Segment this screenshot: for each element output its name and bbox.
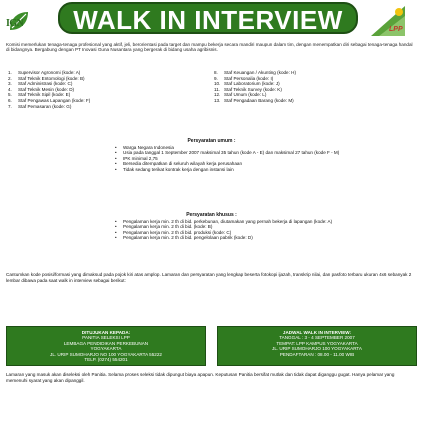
address-line: LEMBAGA PENDIDIKAN PERKEBUNAN xyxy=(63,340,149,346)
positions-left-column xyxy=(8,70,208,109)
general-requirements-title: Persyaratan umum : xyxy=(187,138,236,144)
bullet-icon: • xyxy=(115,166,117,172)
schedule-line: JADWAL WALK IN INTERVIEW: xyxy=(282,330,352,335)
position-label: Staf Teknik Sipil (kode: E) xyxy=(18,92,71,98)
bullet-icon: • xyxy=(115,161,117,167)
bullet-icon: • xyxy=(115,235,117,241)
requirement-text: Pengalaman kerja min. 2 th di bid. pengelolaan pabrik (kode: D) xyxy=(123,235,253,241)
position-number: 9. xyxy=(214,75,218,81)
schedule-line: JL. URIP SUMOHARJO 100 YOGYAKARTA xyxy=(272,346,362,352)
page-title: WALK IN INTERVIEW xyxy=(58,2,358,34)
address-box xyxy=(6,326,206,366)
position-label: Staf Administrasi (kode: C) xyxy=(18,81,73,87)
position-label: Staf Personalia (kode: I) xyxy=(224,75,274,81)
requirement-text: Bersedia ditempatkan di seluruh wilayah kerja perusahaan xyxy=(123,161,242,167)
position-number: 3. xyxy=(8,81,12,87)
position-label: Staf Teknik Survey (kode: K) xyxy=(224,86,282,92)
schedule-line: TEMPAT: LPP KAMPUS YOGYAKARTA xyxy=(276,340,358,346)
general-requirements-list xyxy=(115,145,385,172)
bullet-icon: • xyxy=(115,219,117,224)
position-item xyxy=(8,104,208,110)
position-number: 10. xyxy=(214,81,221,87)
position-number: 13. xyxy=(214,97,221,103)
lpp-logo xyxy=(365,2,415,38)
special-requirements-title: Persyaratan khusus : xyxy=(186,212,237,218)
position-number: 11. xyxy=(214,86,221,92)
schedule-box xyxy=(217,326,417,366)
schedule-line: TANGGAL : 3 - 4 SEPTEMBER 2007 xyxy=(279,335,355,341)
company-logo xyxy=(6,6,46,38)
position-label: Staf Umum (kode: L) xyxy=(224,92,267,98)
header xyxy=(0,0,423,44)
requirement-text: Pengalaman kerja min. 2 th di bid. perkebunan, diutamakan yang pernah bekerja di lapangan (kode: A) xyxy=(123,219,333,224)
position-number: 1. xyxy=(8,70,12,75)
position-label: Staf Keuangan / Akunting (kode: H) xyxy=(224,70,297,75)
position-number: 7. xyxy=(8,103,12,109)
requirement-text: Pengalaman kerja min. 2 th di bid. produksi (kode: C) xyxy=(123,229,232,235)
bullet-icon: • xyxy=(115,229,117,235)
positions-list xyxy=(6,70,417,136)
right-logo-text: LPP xyxy=(389,26,403,33)
position-number: 2. xyxy=(8,75,12,81)
requirement-text: Usia pada tanggal 1 September 2007 maksimal 35 tahun (kode A - E) dan maksimal 27 tahun (kode F - M) xyxy=(123,150,340,156)
position-number: 6. xyxy=(8,97,12,103)
positions-right-column xyxy=(214,70,414,104)
footer-note: Lamaran yang masuk akan diseleksi oleh Panitia. Selama proses seleksi tidak dipungut biaya apapun. Keputusan Panitia bersifat mutlak dan tidak dapat diganggu gugat. Hanya pelamar yang memenuhi syarat yang akan dipanggil. xyxy=(6,372,395,383)
position-item xyxy=(214,98,414,104)
position-label: Staf Teknik Mesin (kode: D) xyxy=(18,86,75,92)
position-number: 12. xyxy=(214,92,221,98)
position-label: Supervisor Agronomi (kode: A) xyxy=(18,70,81,75)
bullet-icon: • xyxy=(115,150,117,156)
bullet-icon: • xyxy=(115,145,117,150)
position-number: 8. xyxy=(214,70,218,75)
position-label: Staf Teknik Entomologi (kode: B) xyxy=(18,75,85,81)
address-line: YOGYAKARTA xyxy=(90,346,122,352)
address-line: PANITIA SELEKSI LPP xyxy=(82,335,130,341)
requirement-item xyxy=(115,235,385,240)
requirement-text: Warga Negara Indonesia xyxy=(123,145,174,150)
schedule-line: PENDAFTARAN : 08.00 - 11.00 WIB xyxy=(279,351,355,357)
requirement-text: Tidak sedang terikat kontrak kerja dengan instansi lain xyxy=(123,166,234,172)
position-label: Staf Pengawas Lapangan (kode: F) xyxy=(18,97,91,103)
bullet-icon: • xyxy=(115,224,117,230)
position-label: Staf Pemasaran (kode: G) xyxy=(18,103,72,109)
address-line: TELP. (0274) 554201 xyxy=(84,357,128,363)
position-label: Staf Pengadaan Barang (kode: M) xyxy=(224,97,294,103)
closing-paragraph: Cantumkan kode posisi/formasi yang dimaksud pada pojok kiri atas amplop. Lamaran dan persyaratan yang lengkap beserta fotokopi ijazah, transkrip nilai, dan pasfoto terbaru ukuran 4x6 sebanyak 2 lembar dibawa pada saat walk in interview sebagai berikut: xyxy=(6,272,412,283)
requirement-item xyxy=(115,167,385,172)
intro-paragraph: Komisi memerlukan tenaga-tenaga profesional yang aktif, jeli, berorientasi pada target dan mampu bekerja secara mandiri maupun dalam tim, dengan menempatkan diri sebagai tenaga-tenaga handal di bidangnya. Bergabung dengan PT Inovasi Guna Nusantara yang bergerak di bidang usaha agribisnis. xyxy=(6,42,413,53)
address-line: DITUJUKAN KEPADA: xyxy=(81,330,131,335)
left-logo-text: IGN xyxy=(6,18,24,29)
requirement-text: IPK minimal 2,75 xyxy=(123,155,158,161)
address-line: JL. URIP SUMOHARJO NO 100 YOGYAKARTA 55222 xyxy=(50,351,162,357)
bullet-icon: • xyxy=(115,155,117,161)
special-requirements-list xyxy=(115,219,385,241)
position-number: 4. xyxy=(8,86,12,92)
position-label: Staf Laboratorium (kode: J) xyxy=(224,81,280,87)
requirement-text: Pengalaman kerja min. 2 th di bid. (kode: B) xyxy=(123,224,213,230)
position-number: 5. xyxy=(8,92,12,98)
